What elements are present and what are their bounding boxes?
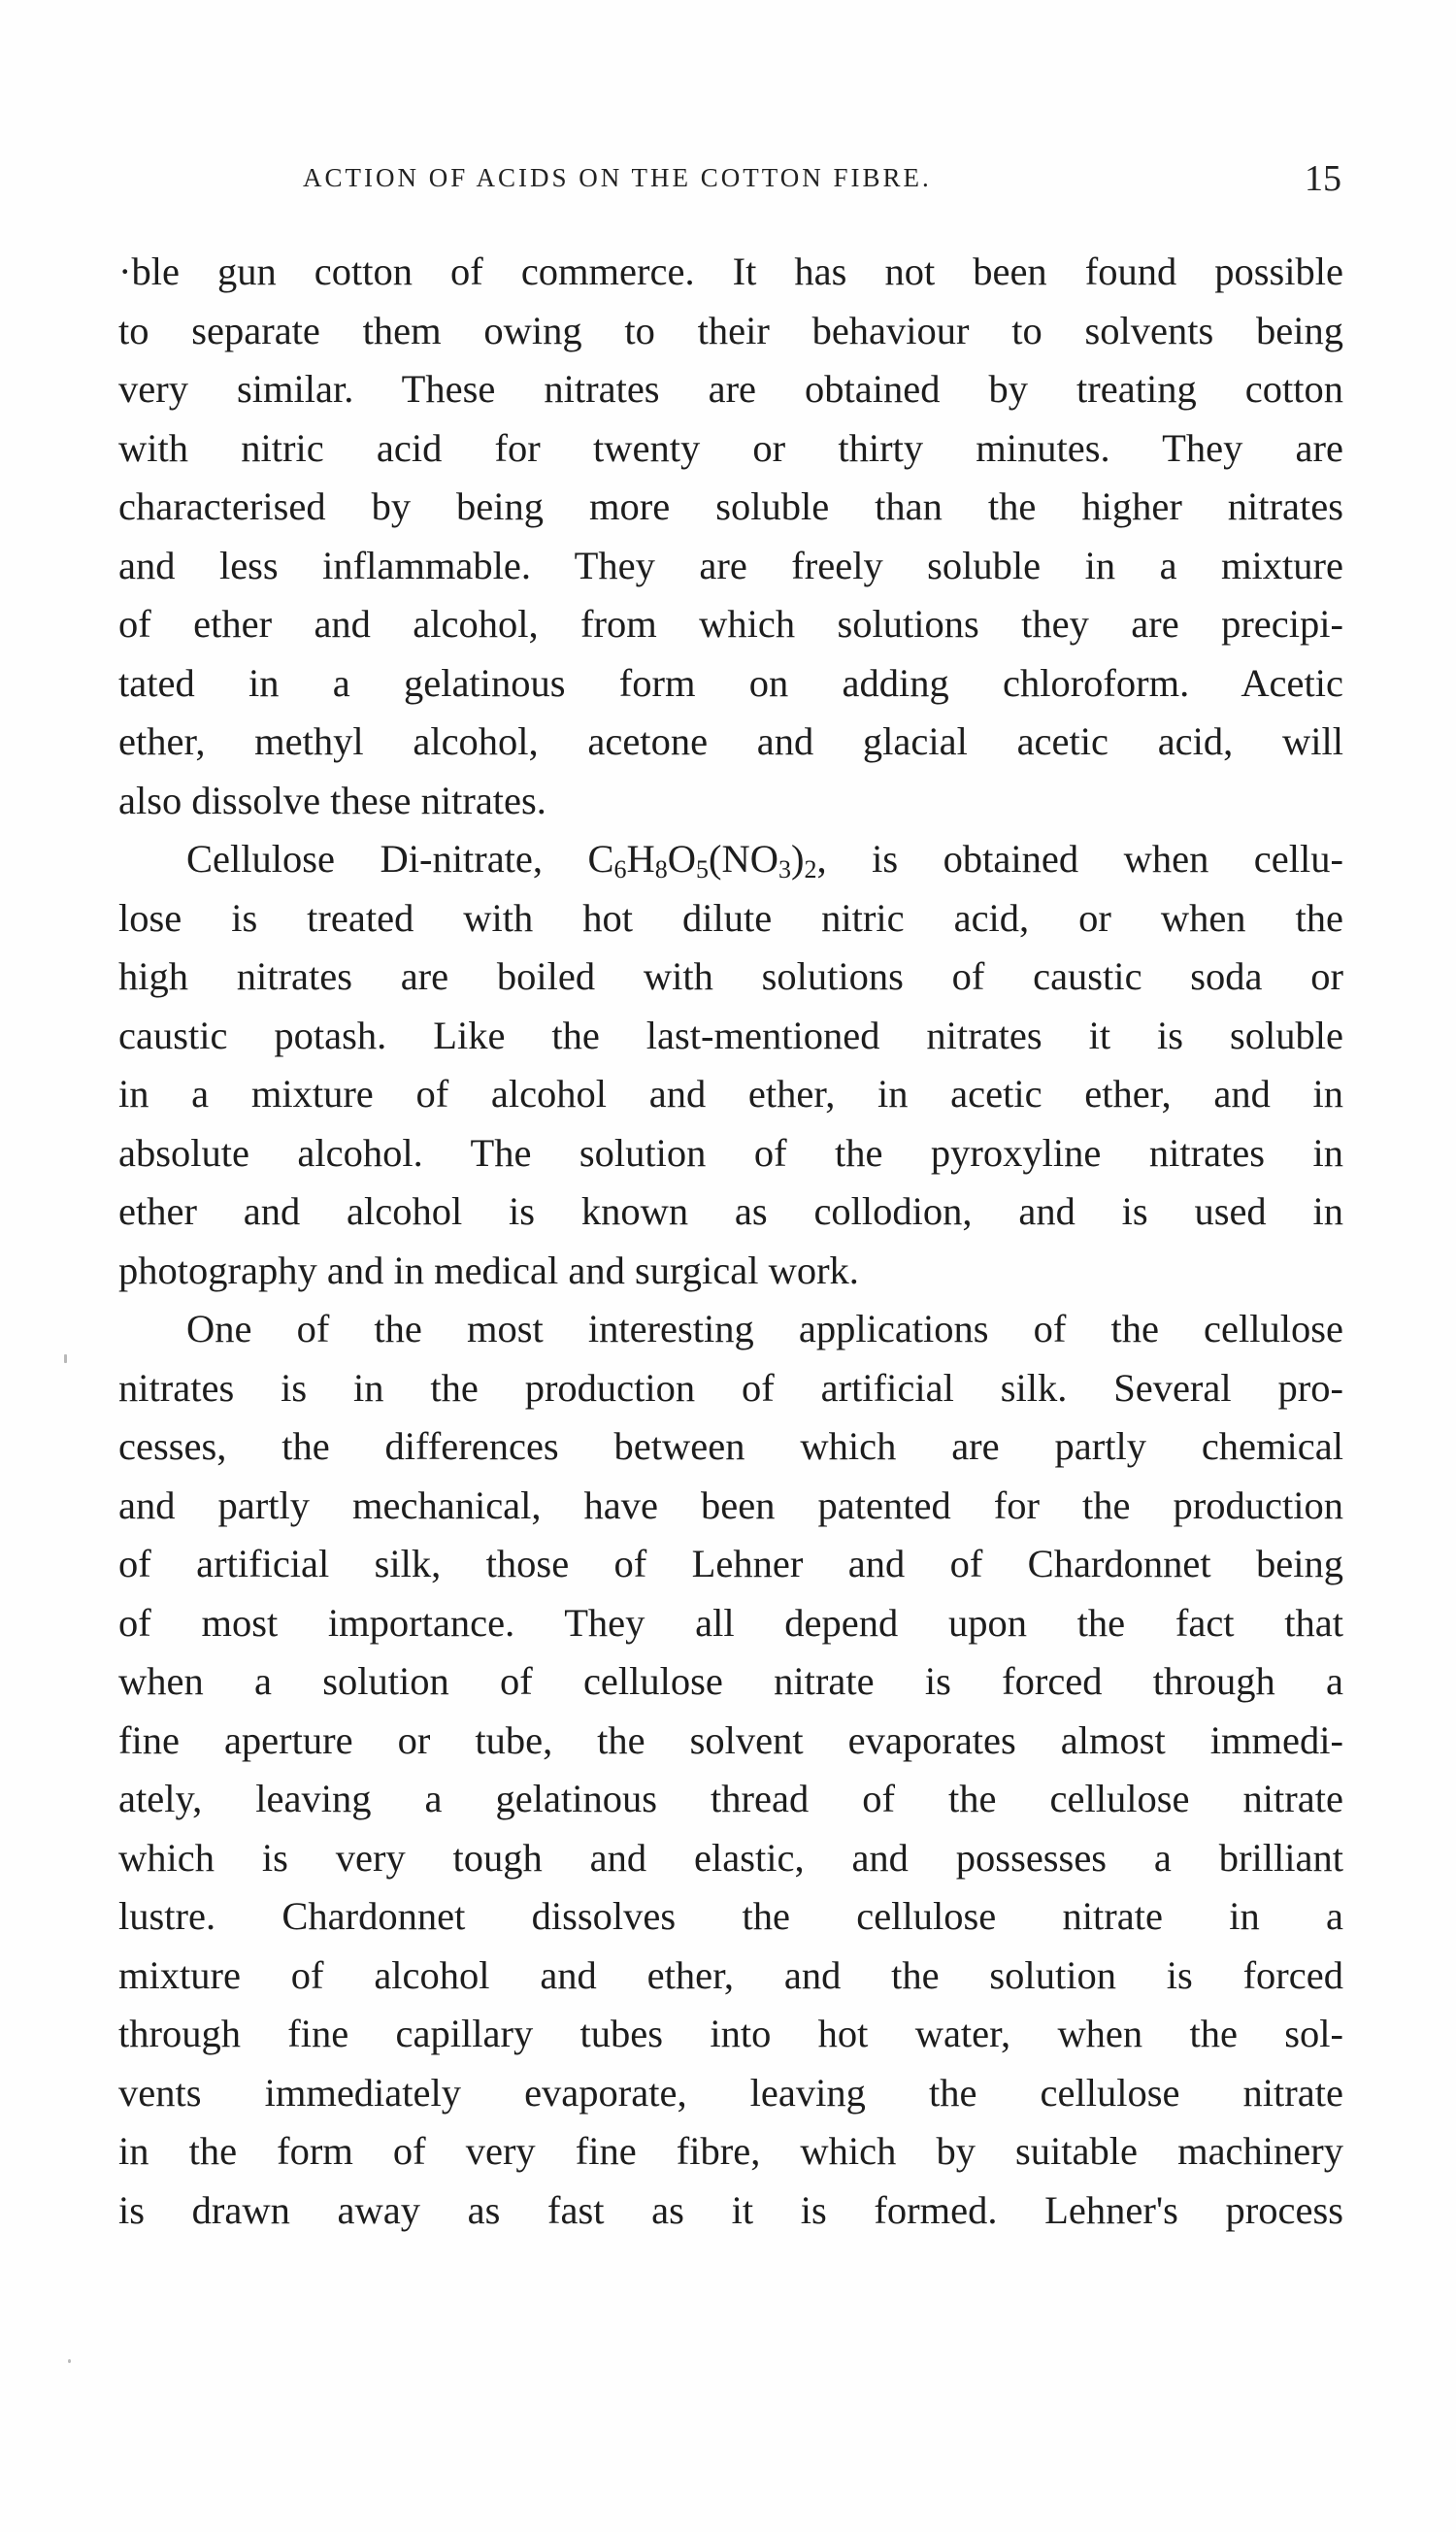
text-line: in a mixture of alcohol and ether, in acetic ether, and in: [118, 1072, 1343, 1116]
text-line: mixture of alcohol and ether, and the solution is forced: [118, 1952, 1343, 1997]
formula-line-after: , is obtained when cellu-: [816, 837, 1344, 881]
text-line: which is very tough and elastic, and possesses a brilliant: [118, 1835, 1343, 1880]
text-line: One of the most interesting applications of the cellulose: [186, 1307, 1343, 1350]
text-line: caustic potash. Like the last-mentioned nitrates it is soluble: [118, 1013, 1343, 1057]
text-line: is drawn away as fast as it is formed. Lehner's process: [118, 2187, 1343, 2232]
text-line: lustre. Chardonnet dissolves the cellulose nitrate in a: [118, 1894, 1343, 1938]
text-line: in the form of very fine fibre, which by suitable machinery: [118, 2129, 1343, 2173]
text-line: absolute alcohol. The solution of the pyroxyline nitrates in: [118, 1130, 1343, 1175]
body-text: [118, 243, 1343, 2240]
text-line: ether, methyl alcohol, acetone and glacial acetic acid, will: [118, 719, 1343, 763]
text-line: photography and in medical and surgical work.: [118, 1248, 859, 1292]
text-line: lose is treated with hot dilute nitric acid, or when the: [118, 895, 1343, 940]
text-line: vents immediately evaporate, leaving the cellulose nitrate: [118, 2070, 1343, 2115]
formula-line: [118, 830, 1343, 889]
running-head: ACTION OF ACIDS ON THE COTTON FIBRE.: [303, 163, 932, 192]
chemical-formula: $C_6H_8O_5(NO_3)_2$: [587, 837, 817, 883]
text-line: with nitric acid for twenty or thirty minutes. They are: [118, 425, 1343, 470]
page-header: [118, 158, 1341, 212]
formula-line-before: Cellulose Di-nitrate,: [186, 837, 588, 881]
text-line: ether and alcohol is known as collodion, and is used in: [118, 1189, 1343, 1233]
text-line: high nitrates are boiled with solutions of caustic soda or: [118, 954, 1343, 998]
text-line: characterised by being more soluble than the higher nitrates: [118, 484, 1343, 528]
scan-speck: [68, 2359, 71, 2363]
scan-speck: [64, 1354, 67, 1363]
text-line: ·ble gun cotton of commerce. It has not been found possible: [118, 250, 1343, 293]
text-line: when a solution of cellulose nitrate is forced through a: [118, 1659, 1343, 1703]
text-line: and partly mechanical, have been patented for the production: [118, 1483, 1343, 1527]
text-line: through fine capillary tubes into hot water, when the sol-: [118, 2012, 1343, 2055]
text-line: very similar. These nitrates are obtained by treating cotton: [118, 367, 1343, 411]
text-line: fine aperture or tube, the solvent evaporates almost immedi-: [118, 1717, 1343, 1762]
text-line: cesses, the differences between which are partly chemical: [118, 1424, 1343, 1468]
text-line: of ether and alcohol, from which solutions they are precipi-: [118, 602, 1343, 646]
text-line: nitrates is in the production of artificial silk. Several pro-: [118, 1365, 1343, 1410]
text-line: tated in a gelatinous form on adding chloroform. Acetic: [118, 660, 1343, 705]
text-line: to separate them owing to their behaviour to solvents being: [118, 308, 1343, 352]
text-line: also dissolve these nitrates.: [118, 778, 546, 822]
text-line: of artificial silk, those of Lehner and of Chardonnet being: [118, 1542, 1343, 1585]
text-line: and less inflammable. They are freely soluble in a mixture: [118, 543, 1343, 587]
page-number: 15: [1305, 158, 1341, 199]
text-line: of most importance. They all depend upon the fact that: [118, 1600, 1343, 1645]
text-line: ately, leaving a gelatinous thread of the cellulose nitrate: [118, 1777, 1343, 1820]
